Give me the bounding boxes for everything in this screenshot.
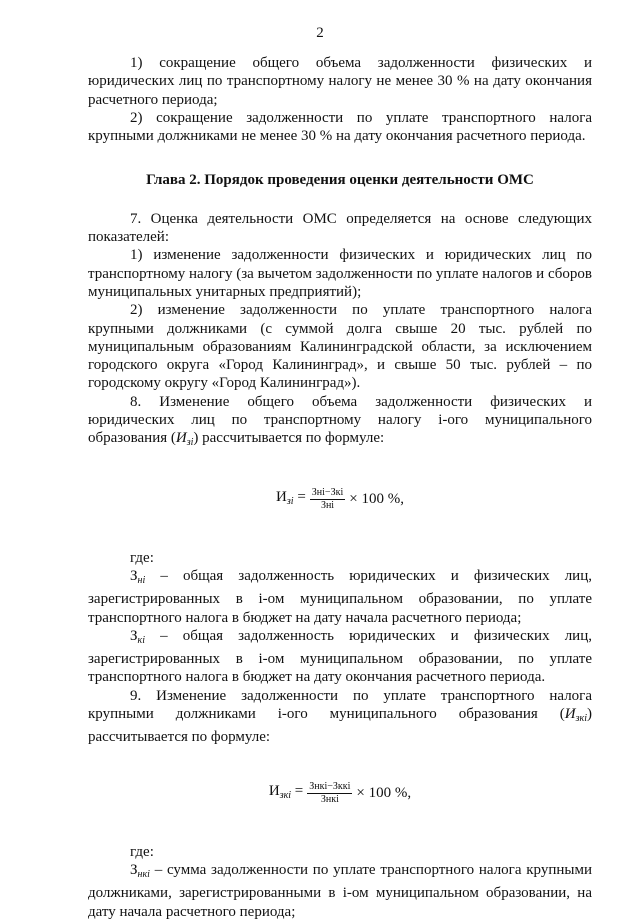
intro-item-2: 2) сокращение задолженности по уплате транспортного налога крупными должниками не менее 30 % на дату окончания расчетного периода. xyxy=(88,109,592,145)
where-label: где: xyxy=(130,549,154,566)
formula-lhs: $И_{зкi}$ = xyxy=(268,782,304,801)
formula-tail: × 100 %, xyxy=(356,785,412,802)
formula-change-total-debt xyxy=(88,473,592,527)
document-body xyxy=(88,54,592,921)
formula-fraction xyxy=(310,487,345,512)
definition-z-k: $З_{кi}$ – общая задолженность юридических и физических лиц, зарегистрированных в i-ом муниципальном образовании, по уплате транспортного налога в бюджет на дату окончания расчетного периода. xyxy=(88,627,592,686)
clause-8: 8. Изменение общего объема задолженности физических и юридических лиц по транспортному налогу i-ого муниципального образования $(И_{зi})$ рассчитывается по формуле: xyxy=(88,393,592,449)
formula-lhs: $И_{зi}$ = xyxy=(276,488,306,507)
page-number: 2 xyxy=(316,25,324,41)
formula-denominator: Знкi xyxy=(320,794,339,806)
formula-change-large-debtors xyxy=(88,767,592,821)
clause-7-item-1: 1) изменение задолженности физических и юридических лиц по транспортному налогу (за вычетом задолженности по уплате налогов и сборов муниципальных унитарных предприятий); xyxy=(88,247,592,300)
formula-numerator: Знi−Зкi xyxy=(311,487,344,499)
chapter-title: Глава 2. Порядок проведения оценки деятельности ОМС xyxy=(146,172,534,189)
formula-tail: × 100 %, xyxy=(349,491,404,508)
formula-fraction xyxy=(307,781,352,806)
clause-7: 7. Оценка деятельности ОМС определяется на основе следующих показателей: xyxy=(88,210,592,246)
formula-denominator: Знi xyxy=(320,500,335,512)
clause-7-item-2: 2) изменение задолженности по уплате транспортного налога крупными должниками (с суммой долга свыше 20 тыс. рублей по муниципальным образованиям Калининградской области, за исключением городского округа «Город Калининград», и свыше 50 тыс. рублей – по городскому округу «Город Калининград»). xyxy=(88,302,592,392)
where-label: где: xyxy=(130,843,154,860)
clause-9: 9. Изменение задолженности по уплате транспортного налога крупными должниками i-ого муниципального образования $(И_{зкi})$ рассчитывается по формуле: xyxy=(88,687,592,746)
definition-z-nk: $З_{нкi}$ – сумма задолженности по уплате транспортного налога крупными должниками, зарегистрированными в i-ом муниципальном образовании, на дату начала расчетного периода; xyxy=(88,861,592,920)
definition-z-n: $З_{нi}$ – общая задолженность юридических и физических лиц, зарегистрированных в i-ом муниципальном образовании, по уплате транспортного налога в бюджет на дату начала расчетного периода; xyxy=(88,567,592,626)
intro-item-1: 1) сокращение общего объема задолженности физических и юридических лиц по транспортному налогу не менее 30 % на дату окончания расчетного периода; xyxy=(88,55,592,108)
formula-numerator: Знкi−Зккi xyxy=(309,781,351,793)
